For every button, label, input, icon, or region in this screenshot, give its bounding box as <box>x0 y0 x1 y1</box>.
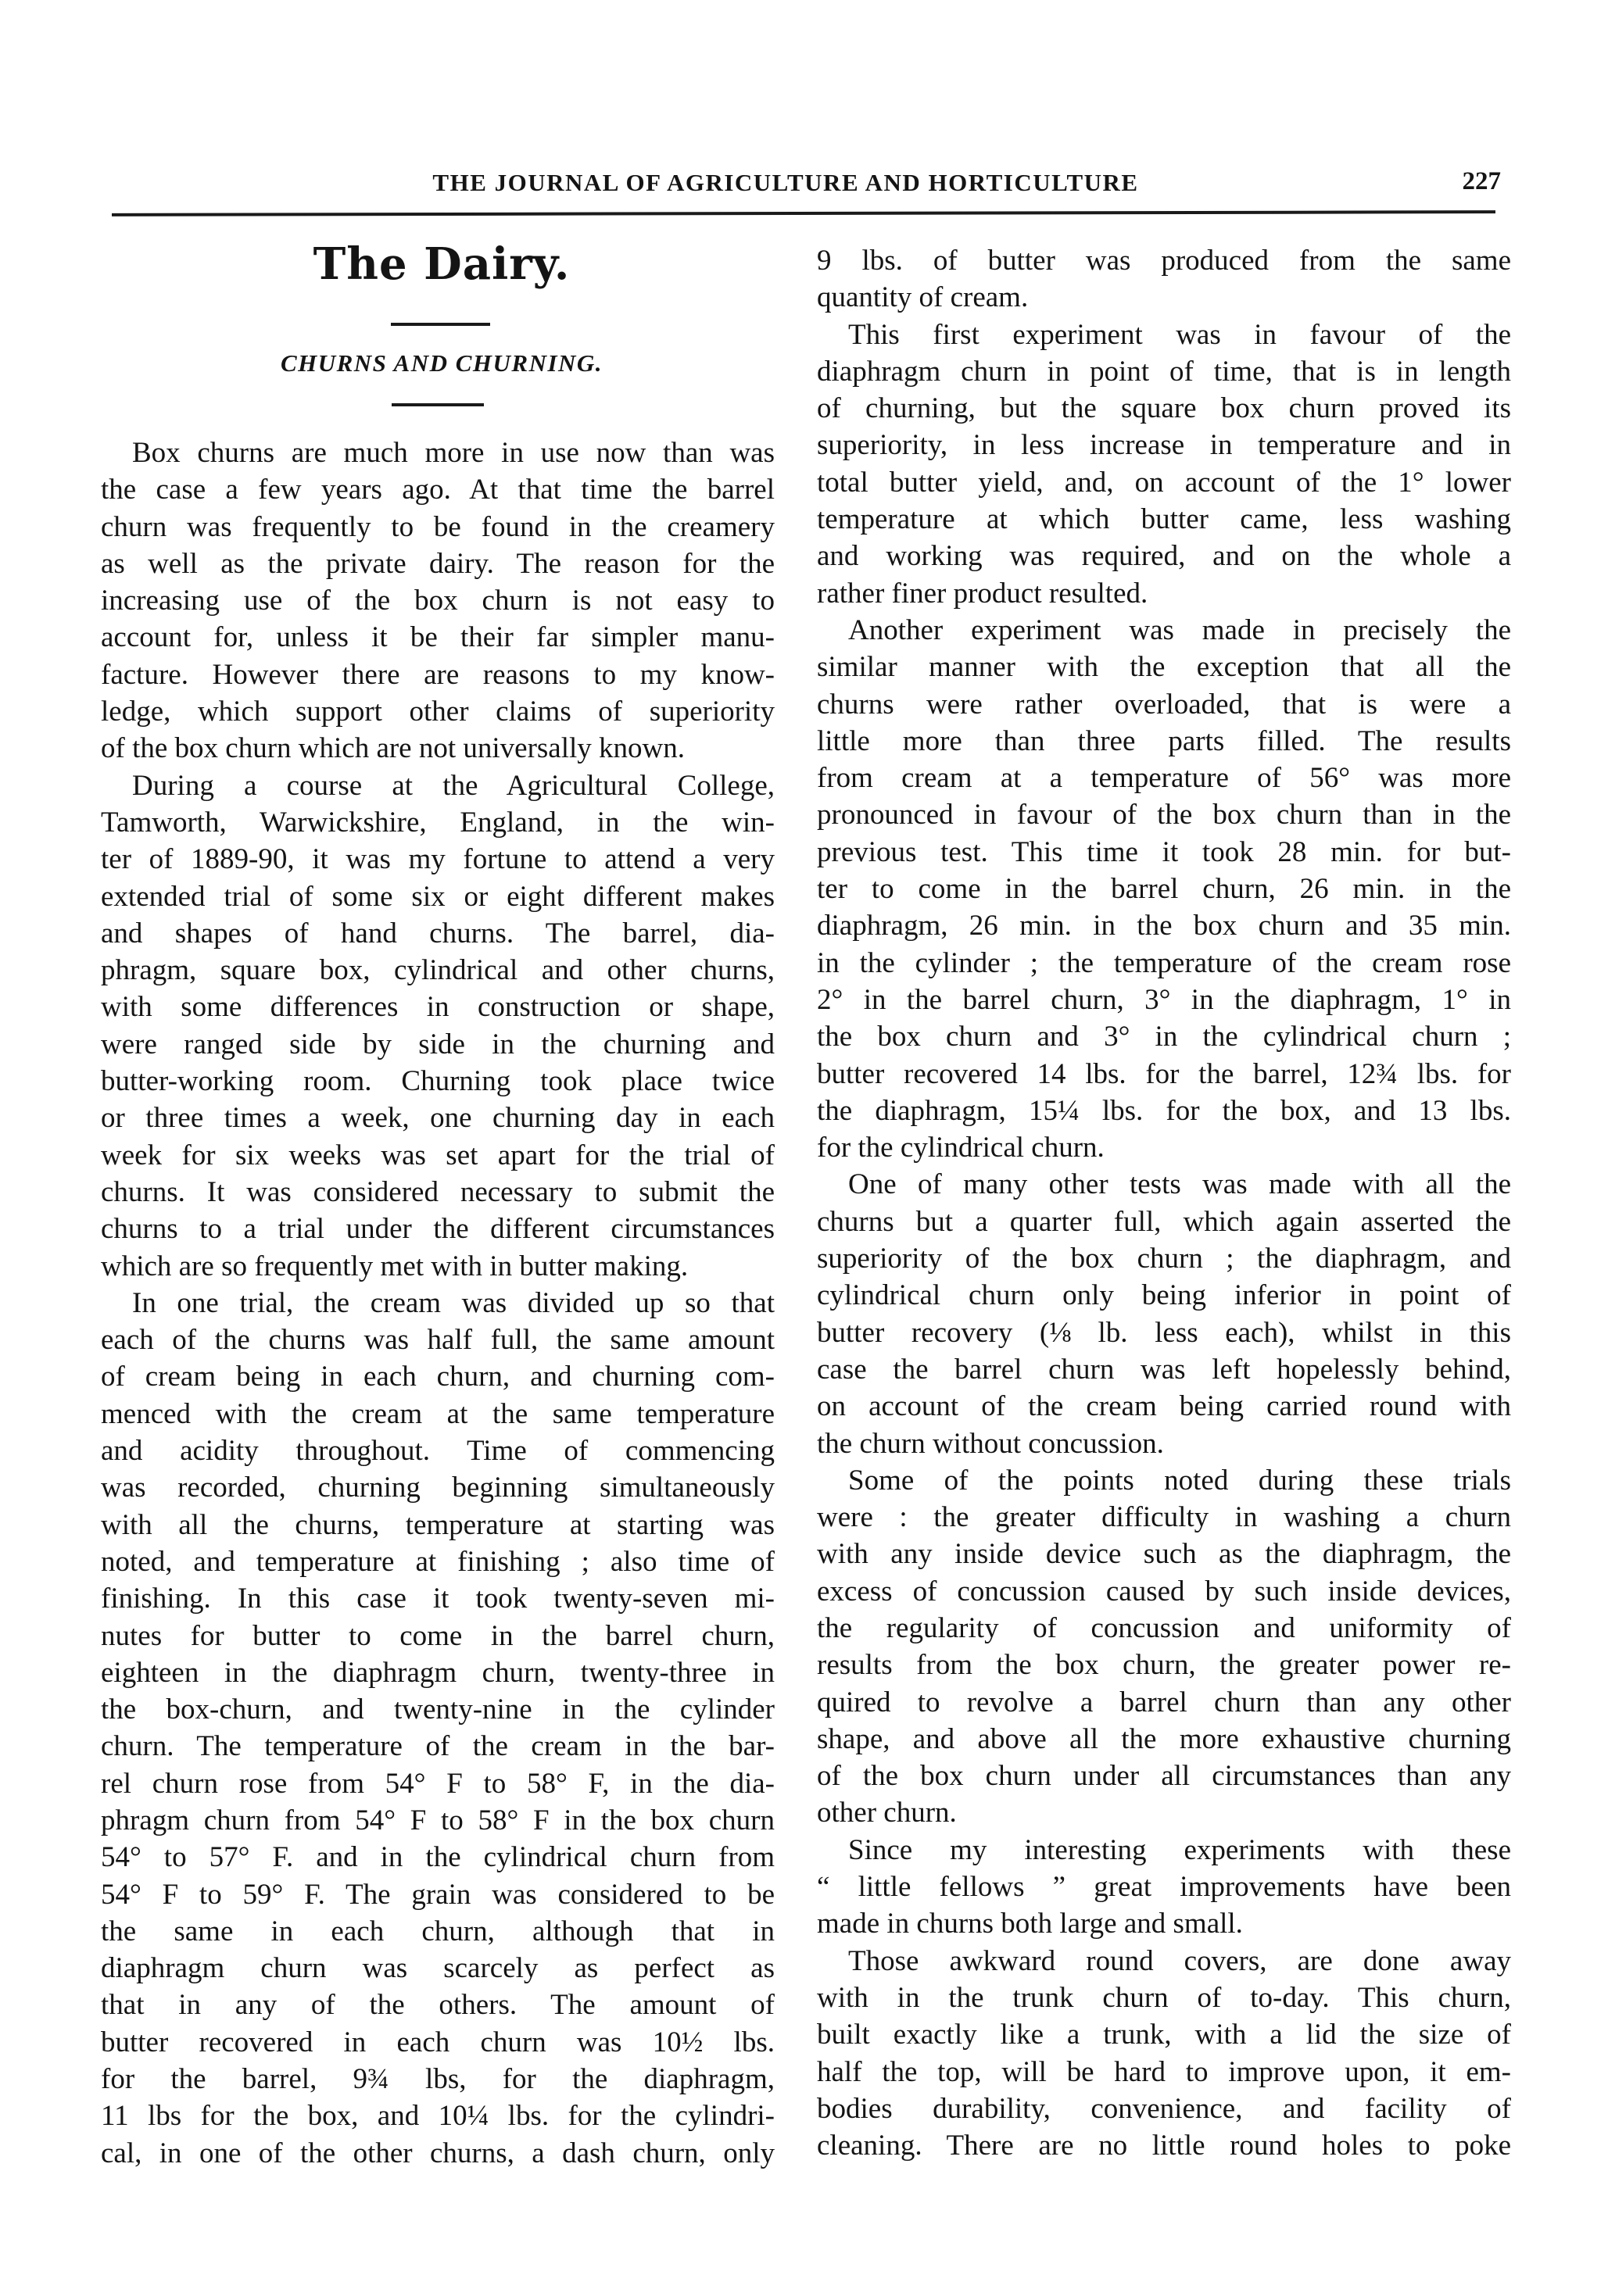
paragraph <box>817 1166 1511 1461</box>
text-line: 54° to 57° F. and in the cylindrical churn from <box>101 1841 775 1874</box>
text-line: quantity of cream. <box>817 281 1029 314</box>
text-line: rel churn rose from 54° F to 58° F, in the dia- <box>101 1767 775 1800</box>
text-line: half the top, will be hard to improve upon, it em- <box>817 2055 1511 2088</box>
text-line: previous test. This time it took 28 min. for but- <box>817 835 1511 868</box>
left-column <box>101 435 775 2172</box>
text-line: quired to revolve a barrel churn than any other <box>817 1686 1511 1718</box>
text-line: temperature at which butter came, less washing <box>817 503 1511 536</box>
text-line: were : the greater difficulty in washing a churn <box>817 1501 1511 1534</box>
text-line: the same in each churn, although that in <box>101 1915 775 1947</box>
right-column <box>817 242 1511 2164</box>
text-line: eighteen in the diaphragm churn, twenty-three in <box>101 1656 775 1689</box>
text-line: ter of 1889-90, it was my fortune to attend a very <box>101 843 775 876</box>
text-line: that in any of the others. The amount of <box>101 1989 775 2022</box>
text-line: similar manner with the exception that all the <box>817 651 1511 684</box>
text-line: each of the churns was half full, the same amount <box>101 1324 775 1357</box>
text-line: cylindrical churn only being inferior in point of <box>817 1279 1511 1312</box>
text-line: Some of the points noted during these trials <box>848 1464 1511 1497</box>
text-line: cal, in one of the other churns, a dash churn, only <box>101 2137 775 2169</box>
text-line: butter-working room. Churning took place twice <box>101 1065 775 1098</box>
text-line: of the box churn under all circumstances than any <box>817 1760 1511 1793</box>
paragraph <box>101 435 775 767</box>
text-line: During a course at the Agricultural College, <box>132 769 775 802</box>
text-line: which are so frequently met with in butter making. <box>101 1250 689 1282</box>
text-line: of churning, but the square box churn proved its <box>817 392 1511 425</box>
text-line: shape, and above all the more exhaustive churning <box>817 1722 1511 1755</box>
text-line: This first experiment was in favour of the <box>848 318 1511 351</box>
text-line: in the cylinder ; the temperature of the cream rose <box>817 946 1511 979</box>
text-line: 2° in the barrel churn, 3° in the diaphragm, 1° in <box>817 983 1511 1016</box>
text-line: facture. However there are reasons to my know- <box>101 658 775 691</box>
text-line: of the box churn which are not universally known. <box>101 732 686 765</box>
section-divider <box>391 323 490 326</box>
text-line: Tamworth, Warwickshire, England, in the win- <box>101 806 775 839</box>
text-line: ledge, which support other claims of superiority <box>101 696 775 728</box>
text-line: ter to come in the barrel churn, 26 min. in the <box>817 873 1511 906</box>
text-line: “ little fellows ” great improvements have been <box>817 1871 1511 1904</box>
text-line: built exactly like a trunk, with a lid the size of <box>817 2019 1511 2051</box>
text-line: account for, unless it be their far simpler manu- <box>101 621 775 654</box>
article-title: CHURNS AND CHURNING. <box>280 349 603 377</box>
text-line: with in the trunk churn of to-day. This churn, <box>817 1981 1511 2014</box>
text-line: superiority, in less increase in temperature and in <box>817 429 1511 462</box>
text-line: for the barrel, 9¾ lbs, for the diaphragm, <box>101 2063 775 2096</box>
text-line: the churn without concussion. <box>817 1427 1164 1460</box>
text-line: pronounced in favour of the box churn than in the <box>817 799 1511 831</box>
text-line: little more than three parts filled. The results <box>817 724 1511 757</box>
text-line: Those awkward round covers, are done away <box>848 1944 1511 1977</box>
text-line: butter recovered 14 lbs. for the barrel, 12¾ lbs. for <box>817 1057 1511 1090</box>
text-line: the regularity of concussion and uniformity of <box>817 1611 1511 1644</box>
text-line: cleaning. There are no little round holes to poke <box>817 2130 1511 2162</box>
text-line: and acidity throughout. Time of commencing <box>101 1435 775 1468</box>
article-divider <box>392 403 484 406</box>
text-line: results from the box churn, the greater power re- <box>817 1649 1511 1682</box>
text-line: were ranged side by side in the churning and <box>101 1028 775 1060</box>
text-line: churns to a trial under the different circumstances <box>101 1213 775 1246</box>
text-line: Box churns are much more in use now than was <box>132 437 775 469</box>
paragraph <box>101 767 775 1285</box>
text-line: total butter yield, and, on account of the 1° lower <box>817 466 1511 499</box>
text-line: 11 lbs for the box, and 10¼ lbs. for the cylindri- <box>101 2100 775 2133</box>
running-head: THE JOURNAL OF AGRICULTURE AND HORTICULTURE <box>432 169 1139 196</box>
text-line: churns. It was considered necessary to submit the <box>101 1175 775 1208</box>
text-line: churn was frequently to be found in the creamery <box>101 510 775 543</box>
text-line: rather finer product resulted. <box>817 577 1148 610</box>
text-line: other churn. <box>817 1797 957 1829</box>
text-line: superiority of the box churn ; the diaphragm, and <box>817 1243 1511 1275</box>
text-line: Since my interesting experiments with these <box>848 1833 1511 1866</box>
text-line: menced with the cream at the same temperature <box>101 1397 775 1430</box>
text-line: excess of concussion caused by such inside devices, <box>817 1575 1511 1608</box>
text-line: diaphragm churn was scarcely as perfect as <box>101 1952 775 1985</box>
paragraph <box>101 1285 775 2172</box>
text-line: of cream being in each churn, and churning com- <box>101 1361 775 1393</box>
text-line: bodies durability, convenience, and facility of <box>817 2092 1511 2125</box>
text-line: phragm churn from 54° F to 58° F in the box churn <box>101 1804 775 1836</box>
text-line: the case a few years ago. At that time the barrel <box>101 474 775 506</box>
text-line: case the barrel churn was left hopelessly behind, <box>817 1353 1511 1386</box>
text-line: as well as the private dairy. The reason for the <box>101 547 775 580</box>
text-line: for the cylindrical churn. <box>817 1132 1105 1164</box>
text-line: made in churns both large and small. <box>817 1908 1243 1940</box>
text-line: with all the churns, temperature at starting was <box>101 1508 775 1541</box>
section-title: The Dairy. <box>313 238 571 290</box>
text-line: week for six weeks was set apart for the trial of <box>101 1139 775 1171</box>
text-line: phragm, square box, cylindrical and other churns, <box>101 954 775 987</box>
text-line: increasing use of the box churn is not easy to <box>101 585 775 617</box>
header-rule <box>112 210 1495 216</box>
paragraph <box>817 1943 1511 2165</box>
text-line: butter recovered in each churn was 10½ lbs. <box>101 2026 775 2058</box>
paragraph <box>817 612 1511 1166</box>
text-line: or three times a week, one churning day in each <box>101 1102 775 1135</box>
text-line: churns were rather overloaded, that is were a <box>817 688 1511 721</box>
text-line: and working was required, and on the whole a <box>817 540 1511 573</box>
text-line: In one trial, the cream was divided up so that <box>132 1286 775 1319</box>
text-line: from cream at a temperature of 56° was more <box>817 762 1511 795</box>
paragraph <box>817 317 1511 612</box>
text-line: the box churn and 3° in the cylindrical churn ; <box>817 1021 1511 1053</box>
text-line: finishing. In this case it took twenty-seven mi- <box>101 1583 775 1615</box>
paragraph <box>817 1832 1511 1943</box>
text-line: extended trial of some six or eight different makes <box>101 880 775 913</box>
text-line: nutes for butter to come in the barrel churn, <box>101 1619 775 1652</box>
text-line: the box-churn, and twenty-nine in the cylinder <box>101 1693 775 1726</box>
paragraph <box>817 1462 1511 1832</box>
text-line: Another experiment was made in precisely the <box>848 613 1511 646</box>
text-line: 9 lbs. of butter was produced from the same <box>817 245 1511 277</box>
text-line: churn. The temperature of the cream in the bar- <box>101 1730 775 1763</box>
text-line: the diaphragm, 15¼ lbs. for the box, and 13 lbs. <box>817 1094 1511 1127</box>
page-number: 227 <box>1462 167 1501 195</box>
text-line: noted, and temperature at finishing ; also time of <box>101 1545 775 1578</box>
text-line: diaphragm, 26 min. in the box churn and 35 min. <box>817 910 1511 942</box>
text-line: with any inside device such as the diaphragm, the <box>817 1538 1511 1571</box>
text-line: and shapes of hand churns. The barrel, dia- <box>101 917 775 950</box>
text-line: churns but a quarter full, which again asserted the <box>817 1205 1511 1238</box>
text-line: on account of the cream being carried round with <box>817 1390 1511 1423</box>
text-line: One of many other tests was made with all the <box>848 1168 1511 1201</box>
text-line: was recorded, churning beginning simultaneously <box>101 1472 775 1504</box>
text-line: 54° F to 59° F. The grain was considered to be <box>101 1878 775 1911</box>
text-line: diaphragm churn in point of time, that is in length <box>817 355 1511 388</box>
text-line: with some differences in construction or shape, <box>101 991 775 1024</box>
text-line: butter recovery (⅛ lb. less each), whilst in this <box>817 1316 1511 1349</box>
paragraph <box>817 242 1511 317</box>
